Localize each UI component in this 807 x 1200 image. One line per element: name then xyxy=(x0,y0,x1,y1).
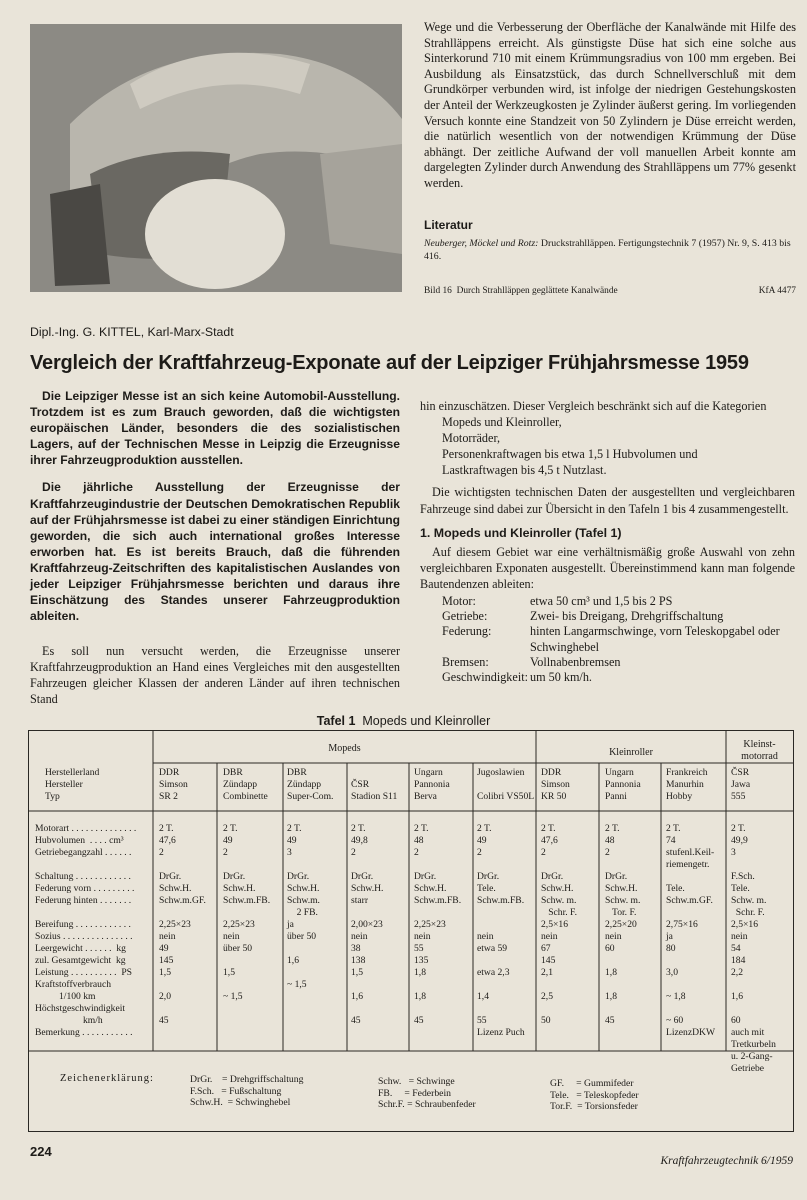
row-header: Herstellerland Hersteller Typ xyxy=(45,767,100,802)
group-header-kleinroller: Kleinroller xyxy=(609,747,653,758)
body-right xyxy=(420,398,795,685)
column-header: ČSR Stadion S11 xyxy=(351,779,398,802)
category-list xyxy=(420,414,795,478)
column-header: Ungarn Pannonia Panni xyxy=(605,767,641,802)
table-label: Tafel 1 xyxy=(316,714,356,728)
column-values: 2 T. 48 2 DrGr. Schw.H. Schw. m. Tor. F. 2,25×20 nein 60 1,8 1,8 45 xyxy=(605,823,641,1026)
page-number: 224 xyxy=(30,1144,52,1159)
figure-caption xyxy=(424,286,796,296)
author-byline: Dipl.-Ing. G. KITTEL, Karl-Marx-Stadt xyxy=(30,325,234,339)
legend-block: DrGr. = Drehgriffschaltung F.Sch. = Fußschaltung Schw.H. = Schwinghebel xyxy=(190,1074,304,1109)
body-paragraph: hin einzuschätzen. Dieser Vergleich beschränkt sich auf die Kategorien xyxy=(420,399,767,413)
spec-list xyxy=(442,594,795,685)
body-paragraph: Es soll nun versucht werden, die Erzeugnisse unserer Kraftfahrzeugproduktion an Hand eines Vergleiches mit den ausgestellten Fahrzeugen gleicher Klassen der anderen Länder auf ihren technischen Stand xyxy=(30,644,400,706)
table-title xyxy=(0,714,807,728)
spec-value: etwa 50 cm³ und 1,5 bis 2 PS xyxy=(530,594,673,609)
spec-value: Vollnabenbremsen xyxy=(530,654,621,669)
spec-value: Zwei- bis Dreigang, Drehgriffschaltung xyxy=(530,609,724,624)
group-header-kleinstmotorrad: Kleinst- motorrad xyxy=(741,739,778,762)
column-header: ČSR Jawa 555 xyxy=(731,767,751,802)
column-values: 2 T. 49 2 DrGr. Schw.H. Schw.m.FB. 2,25×23 nein über 50 1,5 ~ 1,5 xyxy=(223,823,271,1002)
column-values: 2 T. 49,9 3 F.Sch. Tele. Schw. m. Schr. F. 2,5×16 nein 54 184 2,2 1,6 60 auch mit Tretkurbeln u. 2-Gang- Getriebe xyxy=(731,823,776,1074)
spec-key: Geschwindigkeit: xyxy=(442,670,528,685)
body-paragraph: Auf diesem Gebiet war eine verhältnismäßig große Auswahl von zehn vergleichbaren Exponaten ausgestellt. Übereinstimmend kann man folgende Bautendenzen ableiten: xyxy=(420,544,795,591)
list-item: Lastkraftwagen bis 4,5 t Nutzlast. xyxy=(442,463,607,478)
lead-paragraph: Die Leipziger Messe ist an sich keine Automobil-Ausstellung. Trotzdem ist es zum Brauch geworden, daß die wichtigsten europäischen Länder, besonders die des sozialistischen Lagers, auf der Technischen Messe in Leipzig die Erzeugnisse ihrer Fahrzeugproduktion ausstellen. xyxy=(30,389,400,468)
column-values: 2 T. 49 2 DrGr. Tele. Schw.m.FB. nein etwa 59 etwa 2,3 1,4 55 Lizenz Puch xyxy=(477,823,525,1038)
literature-heading: Literatur xyxy=(424,218,473,232)
spec-key: Bremsen: xyxy=(442,654,489,669)
row-labels: Motorart . . . . . . . . . . . . . . Hubvolumen . . . . cm³ Getriebegangzahl . . . . . . Schaltung . . . . . . . . . . . . Federung vorn . . . . . . . . . Federung hinten . . . . . . . Bereifung . . . . . . . . . . . . Sozius . . . . . . . . . . . . . . . Leergewicht . . . . . . kg zul. Gesamtgewicht kg Leistung . . . . . . . . . . PS Kraftstoffverbrauch 1/100 km Höchstgeschwindigkeit km/h Bemerkung . . . . . . . . . . . xyxy=(35,823,137,1038)
column-header: Frankreich Manurhin Hobby xyxy=(666,767,708,802)
top-paragraph xyxy=(424,20,796,192)
column-values: 2 T. 49 3 DrGr. Schw.H. Schw.m. 2 FB. ja über 50 1,6 ~ 1,5 xyxy=(287,823,320,990)
column-header: DDR Simson KR 50 xyxy=(541,767,570,802)
journal-name: Kraftfahrzeugtechnik 6/1959 xyxy=(660,1155,793,1167)
table-caption: Mopeds und Kleinroller xyxy=(362,714,491,728)
legend-block: GF. = Gummifeder Tele. = Teleskopfeder Tor.F. = Torsionsfeder xyxy=(550,1078,639,1113)
body-paragraph: Die wichtigsten technischen Daten der ausgestellten und vergleichbaren Fahrzeuge sind dabei zur Übersicht in den Tafeln 1 bis 4 zusammengestellt. xyxy=(420,485,795,516)
lead-paragraphs xyxy=(30,388,400,635)
column-header: Ungarn Pannonia Berva xyxy=(414,767,450,802)
section-heading: 1. Mopeds und Kleinroller (Tafel 1) xyxy=(420,525,622,540)
spec-key: Getriebe: xyxy=(442,609,488,624)
legend-title: Zeichenerklärung: xyxy=(60,1073,154,1084)
list-item: Mopeds und Kleinroller, xyxy=(442,415,562,430)
figure-photo xyxy=(30,24,402,292)
article-title: Vergleich der Kraftfahrzeug-Exponate auf der Leipziger Frühjahrsmesse 1959 xyxy=(30,352,749,374)
cylinder-head-photo xyxy=(30,24,402,292)
spec-value: um 50 km/h. xyxy=(530,670,592,685)
column-header: DBR Zündapp Combinette xyxy=(223,767,268,802)
column-values: 2 T. 74 stufenl.Keil- riemengetr. Tele. Schw.m.GF. 2,75×16 ja 80 3,0 ~ 1,8 ~ 60 LizenzDKW xyxy=(666,823,716,1038)
spec-key: Motor: xyxy=(442,594,476,609)
legend-block: Schw. = Schwinge FB. = Federbein Schr.F. = Schraubenfeder xyxy=(378,1076,476,1111)
column-values: 2 T. 49,8 2 DrGr. Schw.H. starr 2,00×23 nein 38 138 1,5 1,6 45 xyxy=(351,823,384,1026)
caption-text: Durch Strahlläppen geglättete Kanalwände xyxy=(456,286,618,296)
body-left xyxy=(30,643,400,707)
group-header-mopeds: Mopeds xyxy=(328,743,361,754)
caption-code: KfA 4477 xyxy=(758,286,796,296)
column-values: 2 T. 47,6 2 DrGr. Schw.H. Schw.m.GF. 2,25×23 nein 49 145 1,5 2,0 45 xyxy=(159,823,206,1026)
column-values: 2 T. 47,6 2 DrGr. Schw.H. Schw. m. Schr. F. 2,5×16 nein 67 145 2,1 2,5 50 xyxy=(541,823,578,1026)
spec-value: hinten Langarmschwinge, vorn Teleskopgabel oder Schwinghebel xyxy=(530,624,780,654)
list-item: Motorräder, xyxy=(442,431,501,446)
column-header: Jugoslawien Colibri VS50L xyxy=(477,767,535,802)
top-text: Wege und die Verbesserung der Oberfläche der Kanalwände mit Hilfe des Strahlläppens erreicht. Als günstigste Düse hat sich eine solche aus Sinterkorund 710 mit einem Krümmungsradius von 100 mm ergeben. Bei Ausbildung als Einsatzstück, das durch Schnellverschluß mit dem Grundkörper verbunden wird, ist infolge der niedrigen Gestehungskosten der Anteil der Werkzeugkosten je Zylinder äußerst gering. Im vorliegenden Versuch konnte eine Standzeit von 50 Zylindern je Düse erreicht werden, die natürlich wesentlich von der notwendigen Krümmung der Düse abhängt. Der zeitliche Aufwand der voll manuellen Arbeit konnte am dargelegten Zylinder durch Anwendung des Strahlläppens um 77% gesenkt werden. xyxy=(424,20,796,190)
lead-paragraph: Die jährliche Ausstellung der Erzeugnisse der Kraftfahrzeugindustrie der Deutschen Demokratischen Republik auf der Frühjahrsmesse ist dabei zu einer ständigen Einrichtung geworden, die sich auch international großes Interesse erworben hat. Es ist bereits Brauch, daß die führenden Kraftfahrzeug-Zeitschriften des kapitalistischen Auslandes von jeder Leipziger Frühjahrsmesse berichten und daraus ihre Einschätzung des Standes unserer Fahrzeugproduktion ableiten. xyxy=(30,480,400,624)
column-header: DBR Zündapp Super-Com. xyxy=(287,767,334,802)
column-values: 2 T. 48 2 DrGr. Schw.H. Schw.m.FB. 2,25×23 nein 55 135 1,8 1,8 45 xyxy=(414,823,462,1026)
caption-label: Bild 16 xyxy=(424,286,452,296)
literature-reference xyxy=(424,238,796,263)
list-item: Personenkraftwagen bis etwa 1,5 l Hubvolumen und xyxy=(442,447,698,462)
data-table xyxy=(28,730,794,1132)
column-header: DDR Simson SR 2 xyxy=(159,767,188,802)
spec-key: Federung: xyxy=(442,624,492,639)
literature-authors: Neuberger, Möckel und Rotz: xyxy=(424,238,539,249)
literature-source: Druckstrahlläppen. Fertigungstechnik 7 (1957) Nr. 9, S. 413 bis 416. xyxy=(424,238,791,262)
